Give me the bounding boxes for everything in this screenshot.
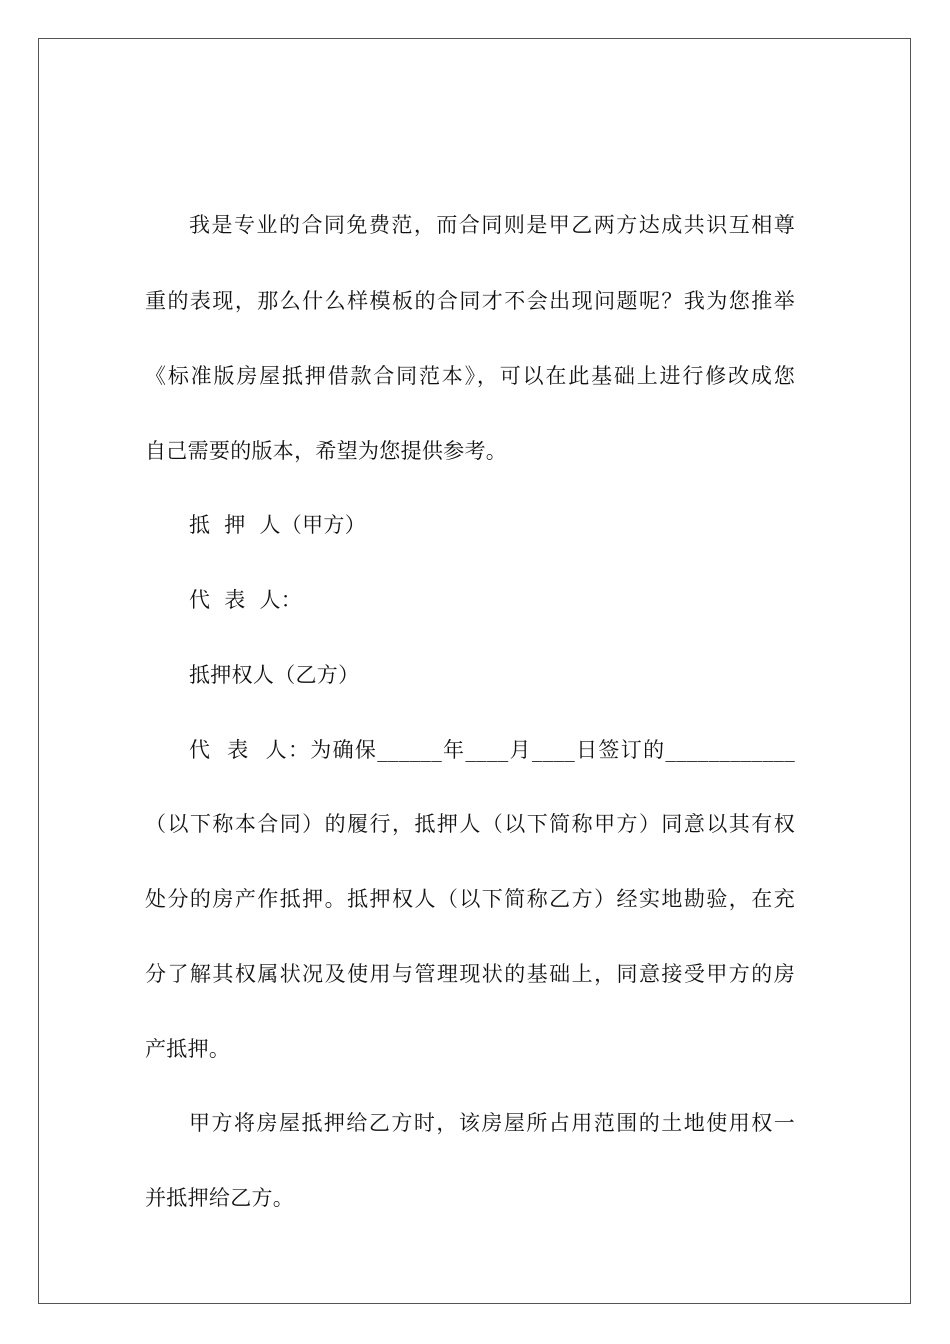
representative-label-2: 代 表 人：为确保______年____月____日签订的____________ xyxy=(189,738,795,762)
mortgagor-label: 抵 押 人（甲方） xyxy=(189,513,367,537)
body-line-4: 产抵押。 xyxy=(145,1037,231,1061)
intro-line-3: 《标准版房屋抵押借款合同范本》，可以在此基础上进行修改成您 xyxy=(145,364,795,388)
intro-line-1: 我是专业的合同免费范，而合同则是甲乙两方达成共识互相尊 xyxy=(189,213,795,237)
intro-line-4: 自己需要的版本，希望为您提供参考。 xyxy=(145,439,508,463)
body-line-1: （以下称本合同）的履行，抵押人（以下简称甲方）同意以其有权 xyxy=(145,812,795,836)
body-line-2: 处分的房产作抵押。抵押权人（以下简称乙方）经实地勘验，在充 xyxy=(145,887,795,911)
body-line-3: 分了解其权属状况及使用与管理现状的基础上，同意接受甲方的房 xyxy=(145,962,795,986)
mortgagee-label: 抵押权人（乙方） xyxy=(189,663,360,687)
land-clause-line-2: 并抵押给乙方。 xyxy=(145,1186,295,1210)
land-clause-line-1: 甲方将房屋抵押给乙方时，该房屋所占用范围的土地使用权一 xyxy=(189,1111,795,1135)
representative-label-1: 代 表 人： xyxy=(189,588,303,612)
intro-line-2: 重的表现，那么什么样模板的合同才不会出现问题呢？我为您推举 xyxy=(145,289,795,313)
